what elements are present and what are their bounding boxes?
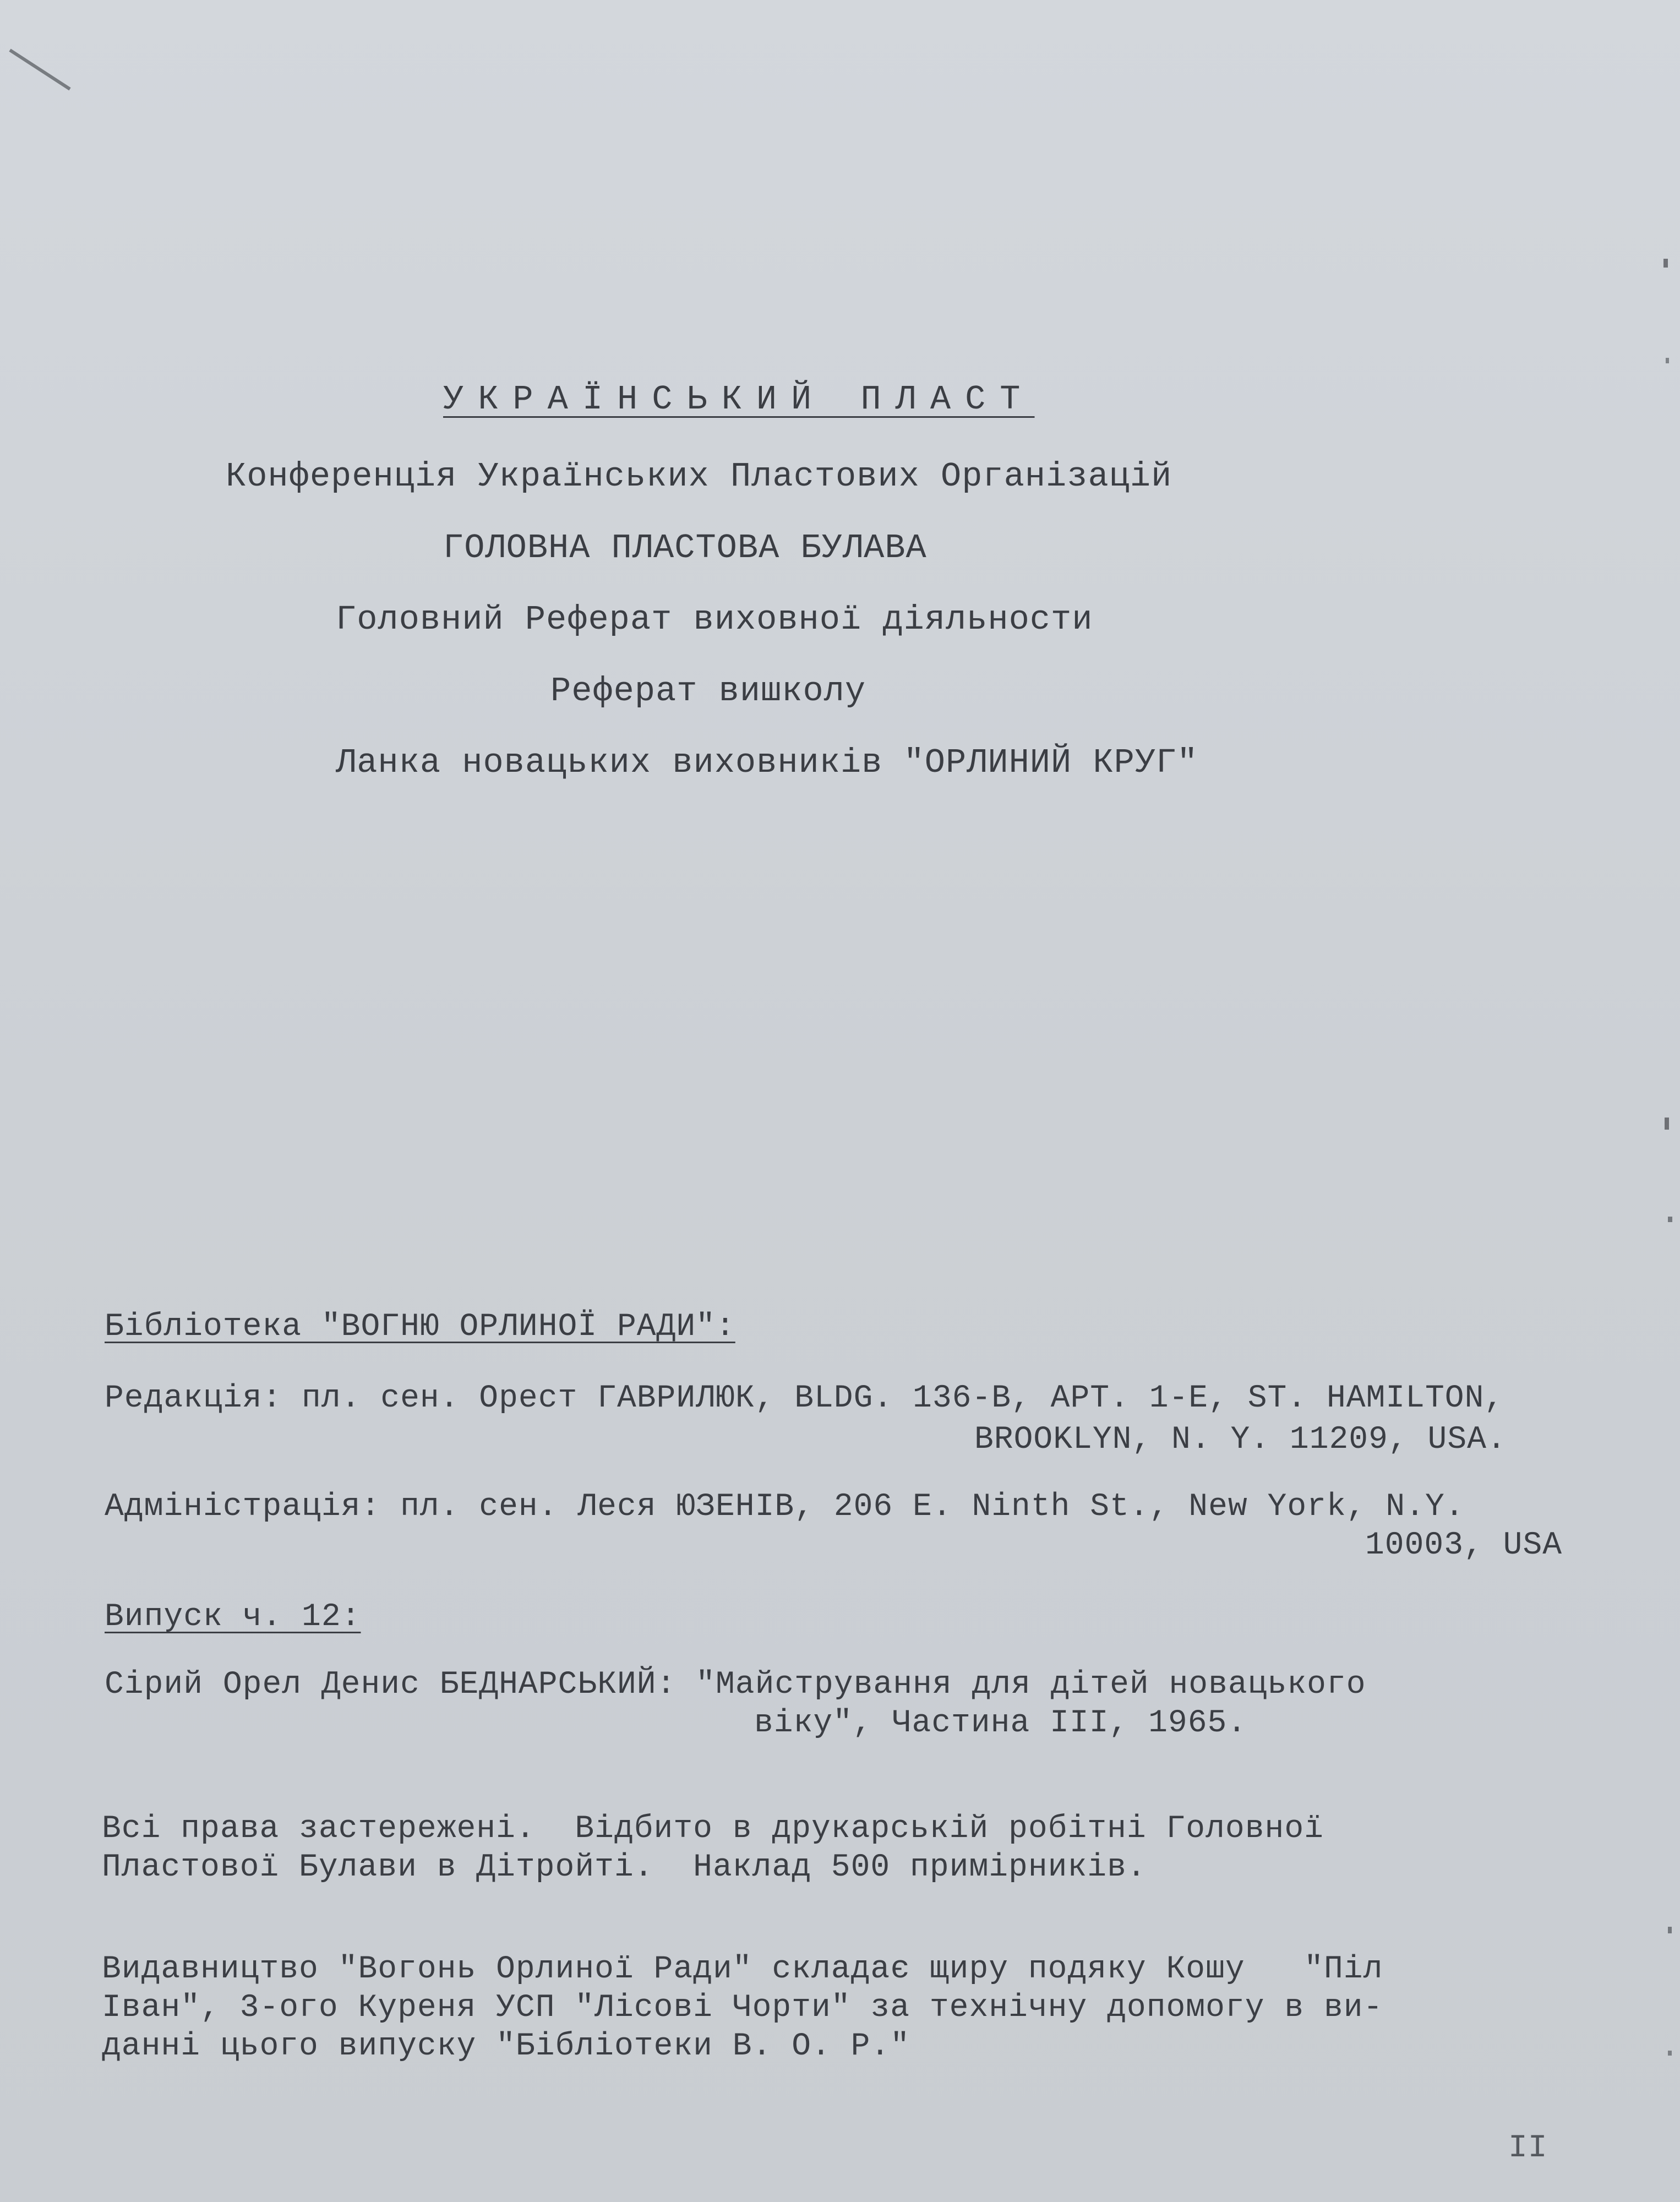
administration-line-1: Адміністрація: пл. сен. Леся ЮЗЕНІВ, 206 E. Ninth St., New York, N.Y. [105, 1489, 1465, 1525]
leaders-unit-line: Ланка новацьких виховників "ОРЛИНИЙ КРУГ" [336, 743, 1198, 782]
author-title-line-2: віку", Частина III, 1965. [754, 1705, 1247, 1741]
editorial-line-1: Редакція: пл. сен. Орест ГАВРИЛЮК, BLDG. 136-B, APT. 1-E, ST. HAMILTON, [105, 1381, 1504, 1416]
margin-speck [1666, 358, 1669, 363]
issue-label: Випуск ч. 12: [105, 1599, 361, 1635]
scratch-mark [9, 48, 70, 90]
margin-speck [1668, 2051, 1672, 2056]
conference-line: Конференція Українських Пластових Організацій [226, 457, 1172, 496]
margin-speck [1663, 259, 1668, 268]
margin-speck [1665, 1118, 1669, 1130]
page-number: II [1508, 2130, 1548, 2166]
thanks-line-1: Видавництво "Вогонь Орлиної Ради" складає щиру подяку Кошу "Піл [102, 1952, 1383, 1987]
training-department-line: Реферат вишколу [550, 672, 866, 711]
rights-line-2: Пластової Булави в Дітройті. Наклад 500 примірників. [102, 1850, 1147, 1885]
main-board-line: ГОЛОВНА ПЛАСТОВА БУЛАВА [443, 528, 927, 568]
author-title-line-1: Сірий Орел Денис БЕДНАРСЬКИЙ: "Майстрування для дітей новацького [105, 1667, 1366, 1703]
organization-title: УКРАЇНСЬКИЙ ПЛАСТ [443, 380, 1035, 419]
education-department-line: Головний Реферат виховної діяльности [336, 600, 1093, 639]
margin-speck [1668, 1217, 1672, 1222]
thanks-line-3: данні цього випуску "Бібліотеки В. О. Р." [102, 2029, 910, 2064]
thanks-line-2: Іван", 3-ого Куреня УСП "Лісові Чорти" за технічну допомогу в ви- [102, 1990, 1383, 2026]
library-heading: Бібліотека "ВОГНЮ ОРЛИНОЇ РАДИ": [105, 1309, 735, 1345]
margin-speck [1668, 1927, 1672, 1933]
rights-line-1: Всі права застережені. Відбито в друкарській робітні Головної [102, 1811, 1324, 1847]
editorial-line-2: BROOKLYN, N. Y. 11209, USA. [974, 1422, 1507, 1458]
administration-line-2: 10003, USA [1365, 1528, 1563, 1563]
